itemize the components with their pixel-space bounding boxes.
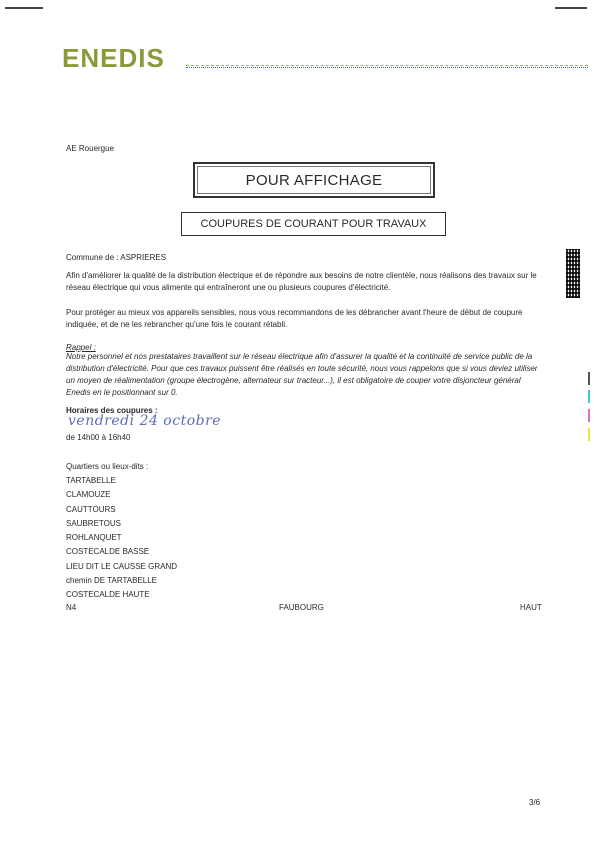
handwritten-date: vendredi 24 octobre <box>68 413 222 429</box>
list-item: FAUBOURG <box>279 603 324 612</box>
quartiers-list <box>66 475 177 604</box>
logo-rule <box>186 67 588 68</box>
scan-mark <box>555 7 587 9</box>
list-item: COSTECALDE HAUTE <box>66 590 150 600</box>
page-title <box>193 162 435 198</box>
color-mark <box>588 390 590 403</box>
list-item: CAUTTOURS <box>66 504 116 514</box>
rappel-label: Rappel : <box>66 343 96 352</box>
color-mark <box>588 428 590 441</box>
logo-text: ENEDIS <box>62 43 165 73</box>
commune-label: Commune de : ASPRIERES <box>66 253 167 262</box>
color-mark <box>588 409 590 422</box>
schedule-hours: de 14h00 à 16h40 <box>66 433 131 442</box>
list-item: LIEU DIT LE CAUSSE GRAND <box>66 561 177 571</box>
sender-label: AE Rouergue <box>66 144 115 153</box>
page-title-text: POUR AFFICHAGE <box>245 171 383 189</box>
rappel-text: Notre personnel et nos prestataires travaillent sur le réseau électrique afin d'assurer la qualité et la continuité de service public de la distribution d'électricité. Pour que ces travaux puissent être réalisés en toute sécurité, nous vous rappelons que si vous deviez utiliser un moyen de réalimentation (groupe électrogène, alternateur sur tracteur...), il est obligatoire de couper votre disjoncteur général Enedis en le positionnant sur 0. <box>66 352 538 397</box>
list-item: N4 <box>66 603 77 612</box>
list-item: COSTECALDE BASSE <box>66 547 150 557</box>
paragraph-intro: Afin d'améliorer la qualité de la distribution électrique et de répondre aux besoins de notre clientèle, nous réalisons des travaux sur le réseau électrique qui vous alimente qui entraîneront une ou plusieurs coupures d'électricité. <box>66 271 537 292</box>
page-subtitle <box>181 212 446 236</box>
list-item: HAUT <box>520 603 542 612</box>
list-item: CLAMOUZE <box>66 490 111 500</box>
list-item: SAUBRETOUS <box>66 518 121 528</box>
enedis-logo <box>62 43 165 74</box>
schedule-label: Horaires des coupures : <box>66 406 158 415</box>
paragraph-advice: Pour protéger au mieux vos appareils sensibles, nous vous recommandons de les débrancher avant l'heure de début de coupure indiquée, et de ne les rebrancher qu'une fois le courant rétabli. <box>66 308 523 329</box>
logo-rule <box>186 65 588 66</box>
quartiers-label: Quartiers ou lieux-dits : <box>66 462 149 471</box>
page-subtitle-text: COUPURES DE COURANT POUR TRAVAUX <box>200 218 427 230</box>
scan-mark <box>5 7 43 9</box>
qr-code-icon <box>566 249 580 298</box>
list-item: ROHLANQUET <box>66 533 122 543</box>
list-item: TARTABELLE <box>66 476 116 485</box>
color-mark <box>588 372 590 385</box>
page-number: 3/6 <box>529 798 541 807</box>
list-item: chemin DE TARTABELLE <box>66 576 157 586</box>
